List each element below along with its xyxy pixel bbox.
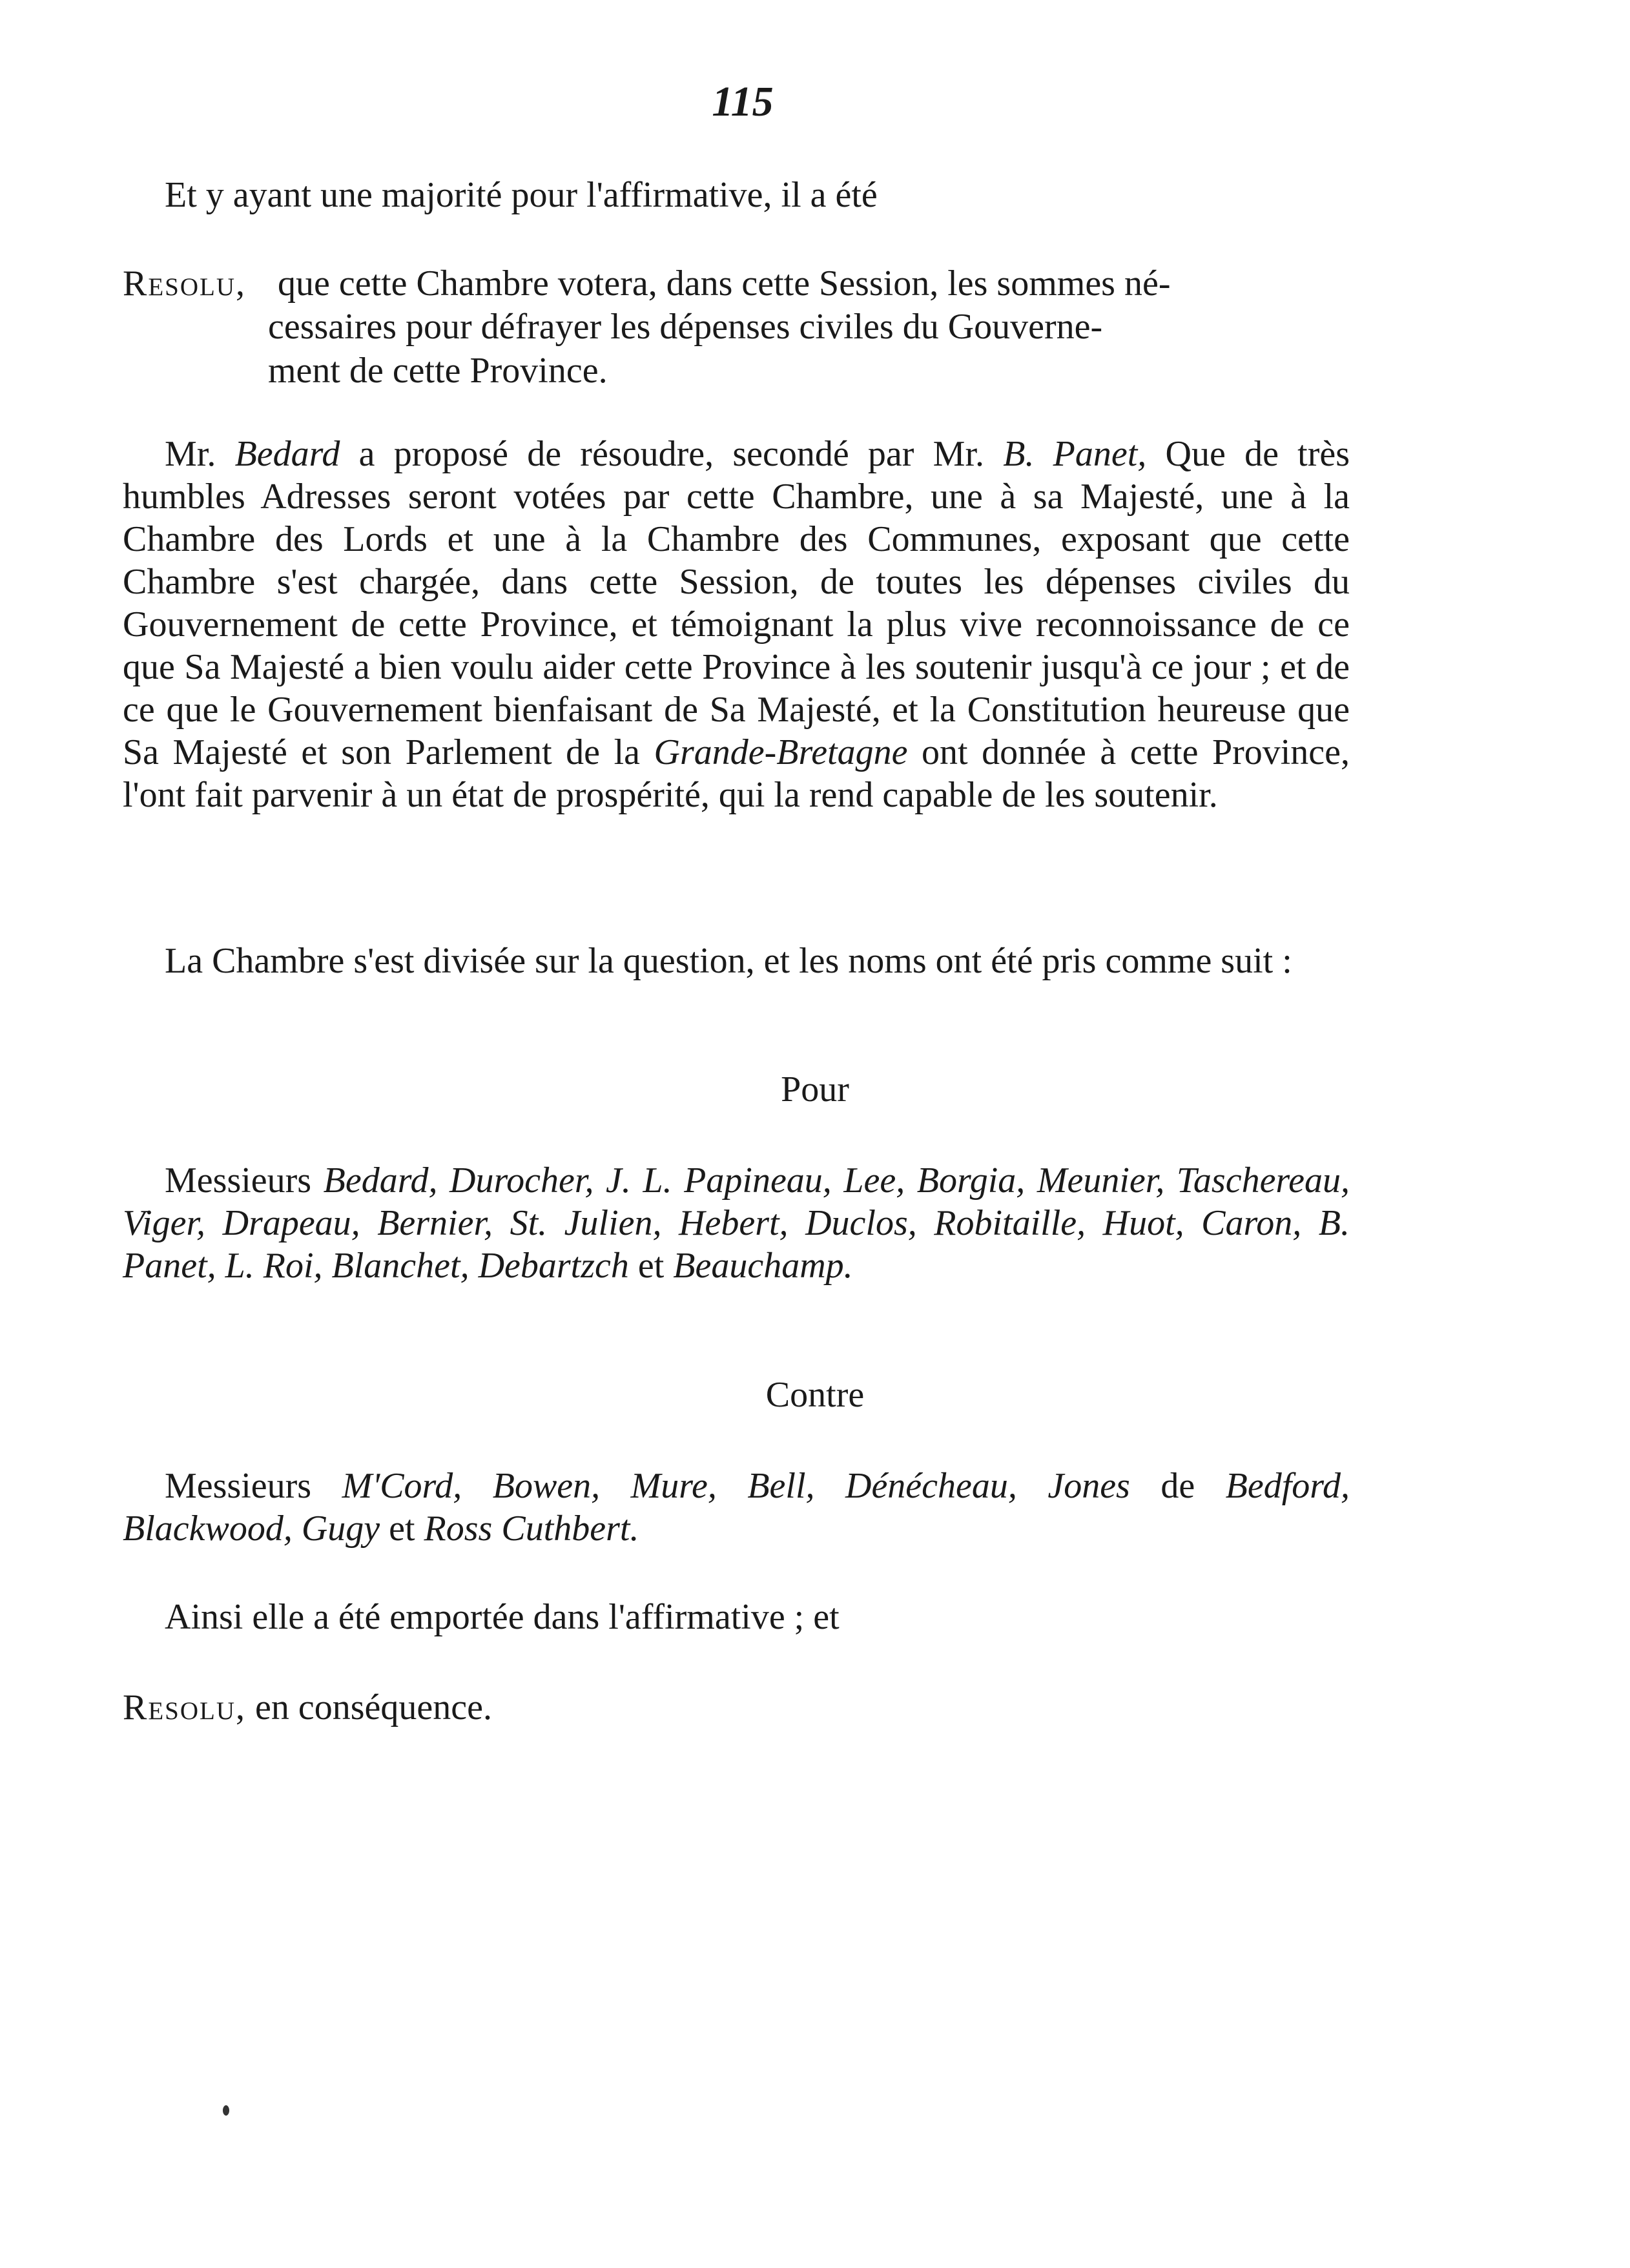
contre-name-list-1: M'Cord, Bowen, Mure, Bell, Dénécheau, Jones — [342, 1466, 1130, 1506]
pour-conj: et — [637, 1246, 665, 1286]
contre-names — [123, 1465, 1350, 1550]
pour-names — [123, 1159, 1350, 1287]
contre-de: de — [1161, 1466, 1195, 1506]
resolu-label: Resolu, — [123, 263, 245, 304]
final-resolu-label: Resolu, — [123, 1687, 247, 1727]
motion-mid: a proposé de résoudre, secondé par Mr. — [358, 434, 985, 474]
contre-name-list-2: Bedford, Blackwood, Gugy — [123, 1466, 1350, 1549]
motion-paragraph — [123, 433, 1350, 816]
opening-line: Et y ayant une majorité pour l'affirmative, il a été — [165, 175, 878, 215]
motion-seconder: B. Panet, — [1003, 434, 1147, 474]
motion-place: Grande-Bretagne — [654, 732, 908, 772]
contre-prefix: Messieurs — [165, 1466, 312, 1506]
resolu-line-2: cessaires pour défrayer les dépenses civiles du Gouverne- — [268, 307, 1103, 347]
pour-last: Beauchamp. — [673, 1246, 853, 1286]
motion-intro: Mr. — [165, 434, 216, 474]
contre-conj: et — [389, 1509, 415, 1549]
pour-prefix: Messieurs — [165, 1160, 312, 1201]
contre-last: Ross Cuthbert. — [424, 1509, 639, 1549]
motion-mover: Bedard — [234, 434, 340, 474]
outcome-line: Ainsi elle a été emportée dans l'affirmative ; et — [165, 1597, 840, 1637]
final-resolu-text: en conséquence. — [255, 1687, 492, 1727]
division-paragraph: La Chambre s'est divisée sur la question, et les noms ont été pris comme suit : — [165, 941, 1292, 981]
page-number: 115 — [712, 78, 774, 125]
motion-body-end: ont donnée à cette Province, l'ont fait parvenir à un état de prospérité, qui la rend capable de les soutenir. — [123, 732, 1350, 815]
contre-heading: Contre — [765, 1375, 865, 1415]
motion-body: Que de très humbles Adresses seront votées par cette Chambre, une à sa Majesté, une à la Chambre des Lords et une à la Chambre des Communes, exposant que cette Chambre s'est chargée, dans cette Session, de toutes les dépenses civiles du Gouvernement de cette Province, et témoignant la plus vive reconnoissance de ce que Sa Majesté a bien voulu aider cette Province à les soutenir jusqu'à ce jour ; et de ce que le Gouvernement bienfaisant de Sa Majesté, et la Constitution heureuse que Sa Majesté et son Parlement de la — [123, 434, 1350, 772]
pour-heading: Pour — [781, 1069, 849, 1109]
final-resolu — [123, 1686, 492, 1729]
resolu-label-text: Resolu — [123, 263, 236, 304]
pour-name-list: Bedard, Durocher, J. L. Papineau, Lee, Borgia, Meunier, Taschereau, Viger, Drapeau, Bernier, St. Julien, Hebert, Duclos, Robitaille, Huot, Caron, B. Panet, L. Roi, Blanchet, Debartzch — [123, 1160, 1350, 1286]
ink-speck — [223, 2105, 229, 2116]
resolu-line-3: ment de cette Province. — [268, 351, 608, 391]
resolu-line-1: que cette Chambre votera, dans cette Session, les sommes né- — [278, 263, 1171, 304]
